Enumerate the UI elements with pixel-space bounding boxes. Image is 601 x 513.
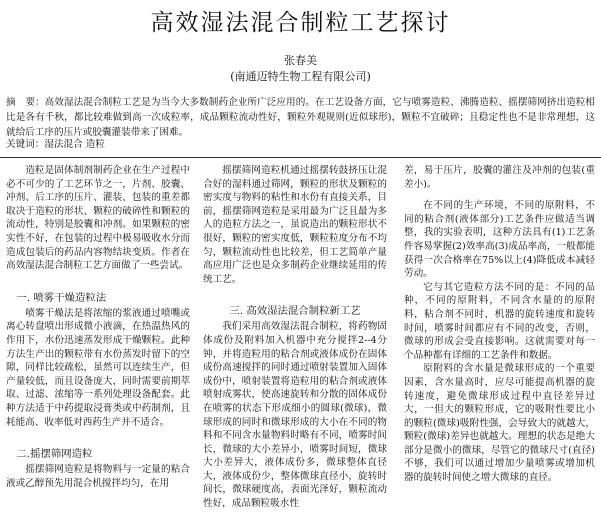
keywords-label: 关键词： [6,139,45,150]
author-name: 张春美 [284,54,317,67]
abstract [6,95,595,140]
swing-screen-paragraph: 摇摆筛网造粒是将物料与一定量的粘合液或乙醇预先用混合机搅拌均匀，在用 [6,464,190,489]
intro-paragraph: 造粒是固体制剂制药企业在生产过程中必不可少的了工艺环节之一，片剂、胶囊、冲剂、后工序的压片、灌装、包装的重差都取决于造粒的形状、颗粒的破碎性和颗粒的流动性，特别是胶囊和冲剂。如果颗粒的密实性不好，在包装的过程中极易吸收水分而造成包装后的药品内容物结块变质。作者在高效湿法混合制粒工艺方面做了一些尝试。 [6,165,190,272]
section-heading-high-efficiency: 三. 高效湿法混合制粒新工艺 [229,305,361,318]
section-divider [0,157,601,158]
author-affiliation: (南通迈特生物工程有限公司) [230,70,371,83]
abstract-label: 摘 要： [6,97,45,108]
paper-title: 高效湿法混合制粒工艺探讨 [150,10,451,36]
keywords-text: 湿法混合 造粒 [44,139,105,150]
high-efficiency-paragraph: 我们采用高效湿法混合制粒，将药物固体成份及附料加入机器中充分搅拌2--4分钟，并将造粒用的粘合剂或液体成份在固体成份高速搅拌的同时通过喷射装置加入固体成份中，喷射装置将造粒用的粘合剂或液体喷射成雾状，使高速旋转和分散的固体成份在喷雾的状态下形成细小的圆球(微球)，微球形成的同时和微球形成的大小在不同的物料和不同含水量物料时略有不同，喷雾时间长，微球的大小差异小，喷雾时间短，微球大小差异大，液体成份多，微球整体直径大，液体成份少，整体微球直径小，旋转时间长，微球硬度高，表面光泽好，颗粒流动性好，成品颗粒吸水性 [203,321,387,510]
section-heading-swing-screen: 二.摇摆筛网造粒 [16,448,93,461]
body-column-2 [203,164,387,513]
column3-continued-paragraph: 差，易于压片，胶囊的灌注及冲剂的包装(重差小)。 [404,165,595,190]
conditions-paragraph: 在不同的生产环境，不同的原附料，不同的粘合剂(液体部分)工艺条件应做适当调整，我的实验表明，这种方法具有(1)工艺条件容易掌握(2)效率高(3)成品率高，一般都能获得一次合格率在75%以上(4)降低成本减轻劳动。 [404,200,595,280]
abstract-text: 高效湿法混合制粒工艺是为当今大多数制药企业所广泛应用的。在工艺设备方面，它与喷雾造粒、沸腾造粒、摇摆筛网挤出造粒相比是各有千秋，都比较难做到高一次成粒率，成品颗粒流动性好，颗粒外观规则(近似球形)，颗粒不宜破碎；且稳定性也不是非常理想，这就给后工序的压片或胶囊灌装带来了困难。 [6,97,596,138]
keywords [6,138,595,152]
section-heading-spray-drying: 一. 喷雾干燥造粒法 [16,291,107,304]
differences-paragraph: 它与其它造粒方法不同的是：不同的品种，不同的原附料，不同含水量的的原附料，粘合剂不同时，机器的旋转速度和旋转时间，喷雾时间都应有不同的改变，否则，微球的形成会受直接影响。这就需要对每一个品种都有详细的工艺条件和数据。 [404,281,595,361]
spray-drying-paragraph: 喷雾干燥法是将浓缩的浆液通过喷嘴或离心转盘喷出形成微小液滴，在热温热风的作用下，水份迅速蒸发形成干燥颗粒。此种方法生产出的颗粒带有水份蒸发时留下的空隙，同样比较疏松，虽然可以连续生产，但产量较低，而且设备庞大，同时需要前期萃取、过滤、浓缩等一系列处理设备配套。此种方法适于中药提取浸膏类或中药制剂，且耗能高、收率低对西药生产并不适合。 [6,307,190,428]
body-column-1 [6,164,190,513]
swing-screen-continued-paragraph: 摇摆筛网造粒机通过摇摆转鼓挤压让混合好的湿料通过筛网，颗粒的形状及颗粒的密实度与物料的粘性和水份有直接关系，目前，摇摆筛网造粒是采用最为广泛且最为多人的造粒方法之一，虽说造出的颗粒形状不很好，颗粒的密实度低，颗粒粒度分布不均匀，颗粒流动性也比较差，但工艺简单产量高应用广泛也是众多制药企业继续延用的传统工艺。 [203,165,387,285]
body-column-3 [404,164,595,513]
moisture-paragraph: 原附料的含水量是微球形成的一个重要因素，含水量高时，应尽可能提高机器的旋转速度，避免微球形成过程中直径差异过大，一但大的颗粒形成，它的吸附性要比小的颗粒(微球)吸附性强，会导致大的就越大，颗粒(微球)差异也就越大。理想的状态是绝大部分是微小的微球，尽管它的微球尺寸(直径)不够，我们可以通过增加少量喷雾或增加机器的旋转时间使之增大微球的直径。 [404,363,595,484]
